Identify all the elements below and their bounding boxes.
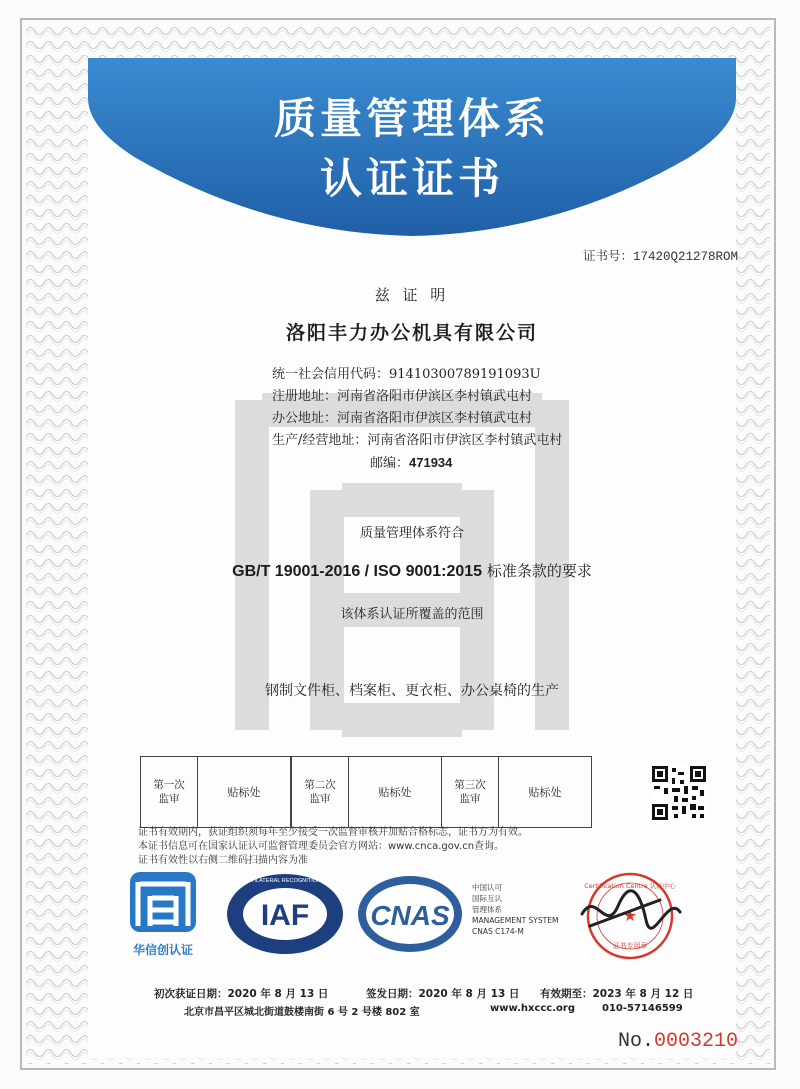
company-info: [272, 364, 562, 475]
field-label: 生产/经营地址：: [272, 433, 368, 448]
seal-star-icon: ★: [622, 906, 638, 925]
audit-label-line: 第三次: [454, 779, 486, 791]
note-line: 证书有效期内，获证组织须每年至少接受一次监督审核并加贴合格标志，证书方为有效。: [138, 827, 528, 838]
expiry-date: [540, 986, 693, 1001]
field-label: 注册地址：: [272, 389, 338, 404]
audit-label: [292, 757, 349, 827]
field-value: 471934: [409, 455, 453, 470]
date-value: 2020 年 8 月 13 日: [227, 988, 329, 1000]
cnas-caption: 中国认可: [472, 883, 502, 892]
issue-date: [366, 986, 519, 1001]
field-label: 邮编：: [370, 456, 410, 471]
sticker-slot: 贴标处: [528, 786, 562, 799]
certification-scope: 钢制文件柜、档案柜、更衣柜、办公桌椅的生产: [265, 683, 559, 699]
note-line: 证书有效性以右侧二维码扫描内容为准: [138, 855, 308, 866]
audit-box-2: [291, 756, 442, 828]
date-label: 签发日期：: [366, 988, 419, 1000]
issuer-website[interactable]: www.hxccc.org: [490, 1003, 575, 1014]
note-line: 本证书信息可在国家认证认可监督管理委员会官方网站：www.cnca.gov.cn查询。: [138, 841, 505, 852]
seal-bottom-text: 证书专用章: [612, 942, 648, 950]
certificate-subtitle: 认证证书: [319, 154, 504, 203]
cnas-caption: 管理体系: [472, 905, 502, 914]
issuer-address: 北京市昌平区城北街道鼓楼南街 6 号 2 号楼 802 室: [184, 1007, 420, 1018]
date-label: 有效期至：: [540, 988, 593, 1000]
field-value: 河南省洛阳市伊滨区李村镇武屯村: [337, 411, 533, 426]
date-label: 初次获证日期：: [154, 988, 228, 1000]
iaf-ring-text: MEMBER OF MULTILATERAL RECOGNITION ARRANGEMENT: [204, 878, 366, 884]
standard-suffix: 标准条款的要求: [482, 562, 592, 580]
iaf-logo-text: IAF: [260, 899, 310, 932]
date-value: 2020 年 8 月 13 日: [418, 988, 520, 1000]
iaf-logo-icon: [227, 874, 343, 954]
sticker-slot: 贴标处: [378, 786, 412, 799]
attestation-heading: 兹 证 明: [374, 286, 450, 304]
audit-box-3: [441, 756, 592, 828]
field-value: 河南省洛阳市伊滨区李村镇武屯村: [367, 433, 563, 448]
date-value: 2023 年 8 月 12 日: [592, 988, 694, 1000]
office-address-row: [272, 408, 562, 430]
serial-digits: 0003210: [654, 1030, 739, 1053]
audit-label-line: 监审: [459, 793, 481, 805]
scope-heading: 该体系认证所覆盖的范围: [340, 607, 484, 622]
hx-logo-icon: [130, 872, 196, 932]
registered-address-row: [272, 386, 562, 408]
serial-number: [618, 1030, 738, 1053]
certificate-number: 证书号：17420Q21278ROM: [582, 250, 738, 264]
certificate-notes: [138, 826, 528, 868]
audit-box-1: [140, 756, 291, 828]
field-value: 河南省洛阳市伊滨区李村镇武屯村: [337, 389, 533, 404]
audit-label: [141, 757, 198, 827]
certificate-title: 质量管理体系: [273, 94, 550, 143]
seal-ring-text: Certification Centre 认证中心: [584, 882, 676, 890]
production-address-row: [272, 430, 562, 452]
qr-code-icon[interactable]: [650, 764, 708, 822]
credit-code-row: [272, 364, 562, 386]
cnas-caption: CNAS C174-M: [472, 927, 524, 936]
field-label: 办公地址：: [272, 411, 338, 426]
audit-label-line: 监审: [158, 793, 180, 805]
cnas-caption: 国际互认: [472, 894, 502, 903]
field-label: 统一社会信用代码：: [272, 367, 390, 382]
accreditation-logos: [120, 868, 720, 964]
cnas-caption: MANAGEMENT SYSTEM: [472, 916, 559, 925]
company-name: 洛阳丰力办公机具有限公司: [285, 322, 538, 344]
audit-label-line: 监审: [309, 793, 331, 805]
standard-code: GB/T 19001-2016 / ISO 9001:2015: [232, 563, 483, 580]
sticker-slot: 贴标处: [227, 786, 261, 799]
field-value: 91410300789191093U: [389, 367, 541, 382]
conformity-text: 质量管理体系符合: [359, 526, 464, 541]
cnas-logo-text: CNAS: [370, 900, 450, 931]
issuer-phone: 010-57146599: [602, 1003, 683, 1014]
cnas-logo-icon: [358, 876, 462, 952]
hx-logo-label: 华信创认证: [132, 943, 194, 957]
serial-prefix: No.: [618, 1030, 655, 1053]
audit-label-line: 第一次: [153, 779, 185, 791]
audit-label-line: 第二次: [304, 779, 336, 791]
postcode-row: [272, 452, 562, 475]
first-issue-date: [154, 986, 328, 1001]
audit-label: [442, 757, 499, 827]
standard-line: [88, 560, 736, 581]
